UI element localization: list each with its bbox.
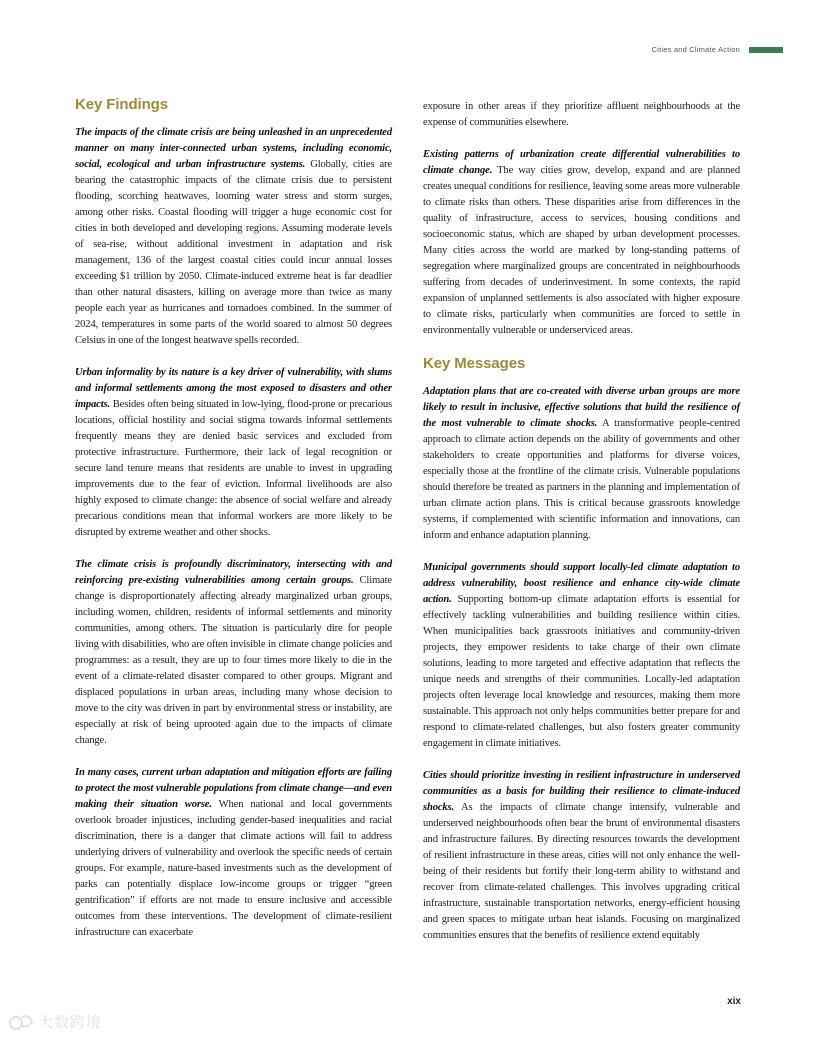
paragraph-body: As the impacts of climate change intensify, vulnerable and underserved neighbourhoods often bear the brunt of environmental disasters and infrastructure failures. By directing resources towards the development of resilient infrastructure in these areas, cities will not only enhance the well-being of their residents but fortify their long-term ability to withstand and recover from climate-related challenges. This involves upgrading critical infrastructure, sustainable transportation networks, energy-efficient housing and green spaces to mitigate urban heat islands. Focusing on marginalized communities ensures that the benefits of resilience extend equitably [423, 802, 740, 941]
paragraph-lead: Adaptation plans that are co-created with diverse urban groups are more likely to result in inclusive, effective solutions that build the resilience of the most vulnerable to climate shocks. [423, 386, 740, 429]
left-column [75, 96, 392, 957]
paragraph-body: A transformative people-centred approach to climate action depends on the ability of governments and other stakeholders to create opportunities and platforms for diverse voices, especially those at the frontline of the climate crisis. Vulnerable populations should therefore be treated as partners in the planning and implementation of urban climate action plans. This is critical because grassroots knowledge systems, if complemented with scientific information and innovations, can inform and enhance adaptation planning. [423, 418, 740, 541]
paragraph-lead: The impacts of the climate crisis are being unleashed in an unprecedented manner on many inter-connected urban systems, including economic, social, ecological and urban infrastructure systems. [75, 127, 392, 170]
watermark [8, 1011, 102, 1032]
paragraph-body: The way cities grow, develop, expand and are planned creates unequal conditions for resilience, leaving some areas more vulnerable to climate risks than others. These disparities arise from differences in the quality of infrastructure, access to services, housing conditions and socioeconomic status, which are shaped by urban development processes. Many cities across the world are marked by long-standing patterns of segregation where marginalized groups are concentrated in neighbourhoods suffering from decades of underinvestment. In some contexts, the rapid expansion of unplanned settlements is also associated with higher exposure to climate risks, particularly when communities are forced to settle in environmentally vulnerable or underserviced areas. [423, 165, 740, 336]
paragraph-lead: Cities should prioritize investing in resilient infrastructure in underserved communities as a basis for building their resilience to climate-induced shocks. [423, 770, 740, 813]
page-number: xix [727, 996, 741, 1007]
paragraph-body: Globally, cities are bearing the catastrophic impacts of the climate crisis due to persistent flooding, scorching heatwaves, looming water stress and storm surges, among other risks. Coastal flooding will trigger a huge economic cost for cities in both developed and developing regions. Assuming moderate levels of sea-rise, without additional investment in adaptation and risk management, 136 of the largest coastal cities could incur annual losses exceeding $1 trillion by 2050. Climate-induced extreme heat is far deadlier than other natural disasters, killing on average more than twice as many people each year as hurricanes and tornadoes combined. In the summer of 2024, temperatures in some parts of the world soared to almost 50 degrees Celsius in one of the longest heatwave spells recorded. [75, 159, 392, 346]
right-column [423, 99, 740, 960]
message-paragraph [423, 560, 740, 752]
key-messages-heading: Key Messages [423, 355, 526, 372]
finding-paragraph [75, 125, 392, 349]
finding-paragraph [423, 147, 740, 339]
paragraph-lead: In many cases, current urban adaptation and mitigation efforts are failing to protect the most vulnerable populations from climate change—and even making their situation worse. [75, 767, 392, 810]
paragraph-lead: Urban informality by its nature is a key driver of vulnerability, with slums and informal settlements among the most exposed to disasters and other impacts. [75, 367, 392, 410]
message-paragraph [423, 384, 740, 544]
paragraph-body: When national and local governments overlook broader injustices, including gender-based inequalities and racial discrimination, there is a danger that climate actions will fail to address underlying drivers of vulnerability and overlook the specific needs of certain groups. For example, nature-based investments such as the development of parks can potentially displace low-income groups or trigger “green gentrification” if efforts are not made to ensure inclusive and accessible outcomes from these interventions. The development of climate-resilient infrastructure can exacerbate [75, 799, 392, 938]
paragraph-lead: The climate crisis is profoundly discriminatory, intersecting with and reinforcing pre-existing vulnerabilities among certain groups. [75, 559, 392, 586]
running-header-title: Cities and Climate Action [651, 45, 740, 54]
message-paragraph [423, 768, 740, 944]
paragraph-body: Supporting bottom-up climate adaptation efforts is essential for effectively tackling vulnerabilities and building resilience within cities. When municipalities back grassroots initiatives and community-driven projects, they empower residents to take charge of their own climate solutions, leading to more targeted and effective adaptation that reflects the unique needs and strengths of their communities. Locally-led adaptation projects often leverage local knowledge and resources, making them more sustainable. This approach not only helps communities better prepare for and respond to climate-related challenges, but also fosters greater community engagement in climate initiatives. [423, 594, 740, 749]
paragraph-body: Besides often being situated in low-lying, flood-prone or precarious locations, official hostility and social stigma towards informal settlements frequently means they are denied basic services and excluded from protective infrastructure. Furthermore, their lack of legal recognition or secure land tenure means that residents are unable to invest in upgrading improvements due to the fear of eviction. Informal livelihoods are also highly exposed to climate change: the absence of social welfare and already precarious conditions mean that informal workers are more likely to be disrupted by extreme weather and other shocks. [75, 399, 392, 538]
paragraph-lead: Municipal governments should support locally-led climate adaptation to address vulnerability, boost resilience and enhance city-wide climate action. [423, 562, 740, 605]
finding-paragraph [75, 365, 392, 541]
paragraph-body: Climate change is disproportionately affecting already marginalized urban groups, including women, children, residents of informal settlements and minority communities, among others. The situation is particularly dire for people living with disabilities, who are often invisible in climate change policies and programmes: as a result, they are up to four times more likely to die in the event of a climate-related disaster compared to other groups. Migrant and displaced populations in urban areas, including many whose decision to move to the city was driven in part by environmental stress or instability, are especially at risk of being uprooted again due to the impacts of climate change. [75, 575, 392, 746]
finding-paragraph [75, 765, 392, 941]
watermark-text: 大数跨境 [38, 1013, 103, 1031]
watermark-logo-icon [8, 1012, 34, 1032]
header-accent-bar [749, 47, 783, 53]
running-header [652, 45, 783, 54]
paragraph-lead: Existing patterns of urbanization create differential vulnerabilities to climate change. [423, 149, 740, 176]
continuation-paragraph: exposure in other areas if they prioritize affluent neighbourhoods at the expense of communities elsewhere. [423, 101, 740, 128]
key-findings-heading: Key Findings [75, 96, 168, 113]
finding-paragraph [75, 557, 392, 749]
